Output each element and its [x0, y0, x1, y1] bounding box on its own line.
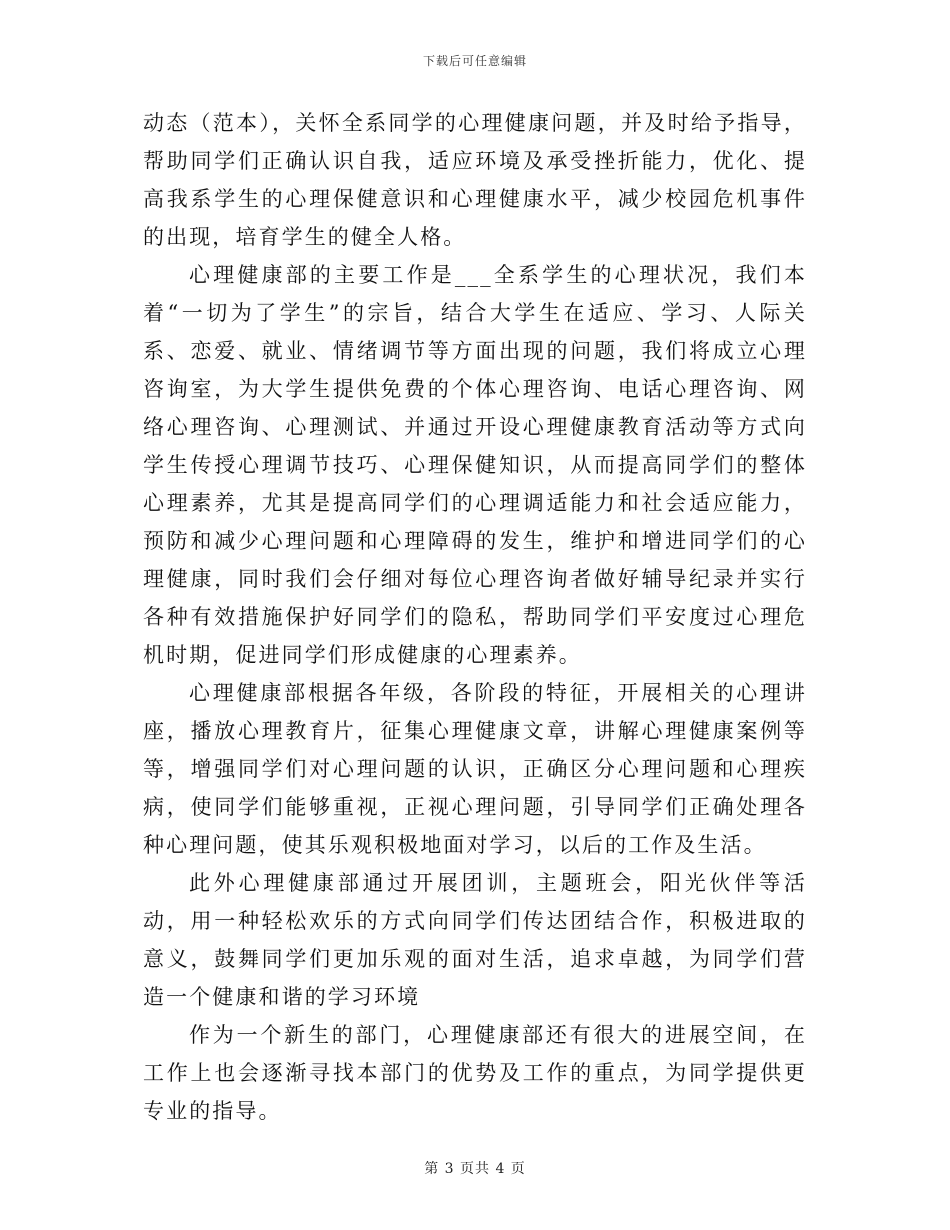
- paragraph-2: 心理健康部的主要工作是___全系学生的心理状况，我们本着“一切为了学生”的宗旨，结合大学生在适应、学习、人际关系、恋爱、就业、情绪调节等方面出现的问题，我们将成立心理咨询室，为大学生提供免费的个体心理咨询、电话心理咨询、网络心理咨询、心理测试、并通过开设心理健康教育活动等方式向学生传授心理调节技巧、心理保健知识，从而提高同学们的整体心理素养，尤其是提高同学们的心理调适能力和社会适应能力，预防和减少心理问题和心理障碍的发生，维护和增进同学们的心理健康，同时我们会仔细对每位心理咨询者做好辅导纪录并实行各种有效措施保护好同学们的隐私，帮助同学们平安度过心理危机时期，促进同学们形成健康的心理素养。: [143, 263, 807, 667]
- paragraph-5: 作为一个新生的部门，心理健康部还有很大的进展空间，在工作上也会逐渐寻找本部门的优势及工作的重点，为同学提供更专业的指导。: [143, 1023, 807, 1123]
- document-body: [143, 104, 807, 1130]
- paragraph-3: 心理健康部根据各年级，各阶段的特征，开展相关的心理讲座，播放心理教育片，征集心理健康文章，讲解心理健康案例等等，增强同学们对心理问题的认识，正确区分心理问题和心理疾病，使同学们能够重视，正视心理问题，引导同学们正确处理各种心理问题，使其乐观积极地面对学习，以后的工作及生活。: [143, 681, 807, 857]
- paragraph-1: 动态（范本），关怀全系同学的心理健康问题，并及时给予指导，帮助同学们正确认识自我，适应环境及承受挫折能力，优化、提高我系学生的心理保健意识和心理健康水平，减少校园危机事件的出现，培育学生的健全人格。: [143, 111, 807, 249]
- page-footer: 第 3 页共 4 页: [424, 1161, 526, 1177]
- page-header: 下载后可任意编辑: [422, 54, 527, 68]
- paragraph-4: 此外心理健康部通过开展团训，主题班会，阳光伙伴等活动，用一种轻松欢乐的方式向同学们传达团结合作，积极进取的意义，鼓舞同学们更加乐观的面对生活，追求卓越，为同学们营造一个健康和谐的学习环境: [143, 871, 807, 1009]
